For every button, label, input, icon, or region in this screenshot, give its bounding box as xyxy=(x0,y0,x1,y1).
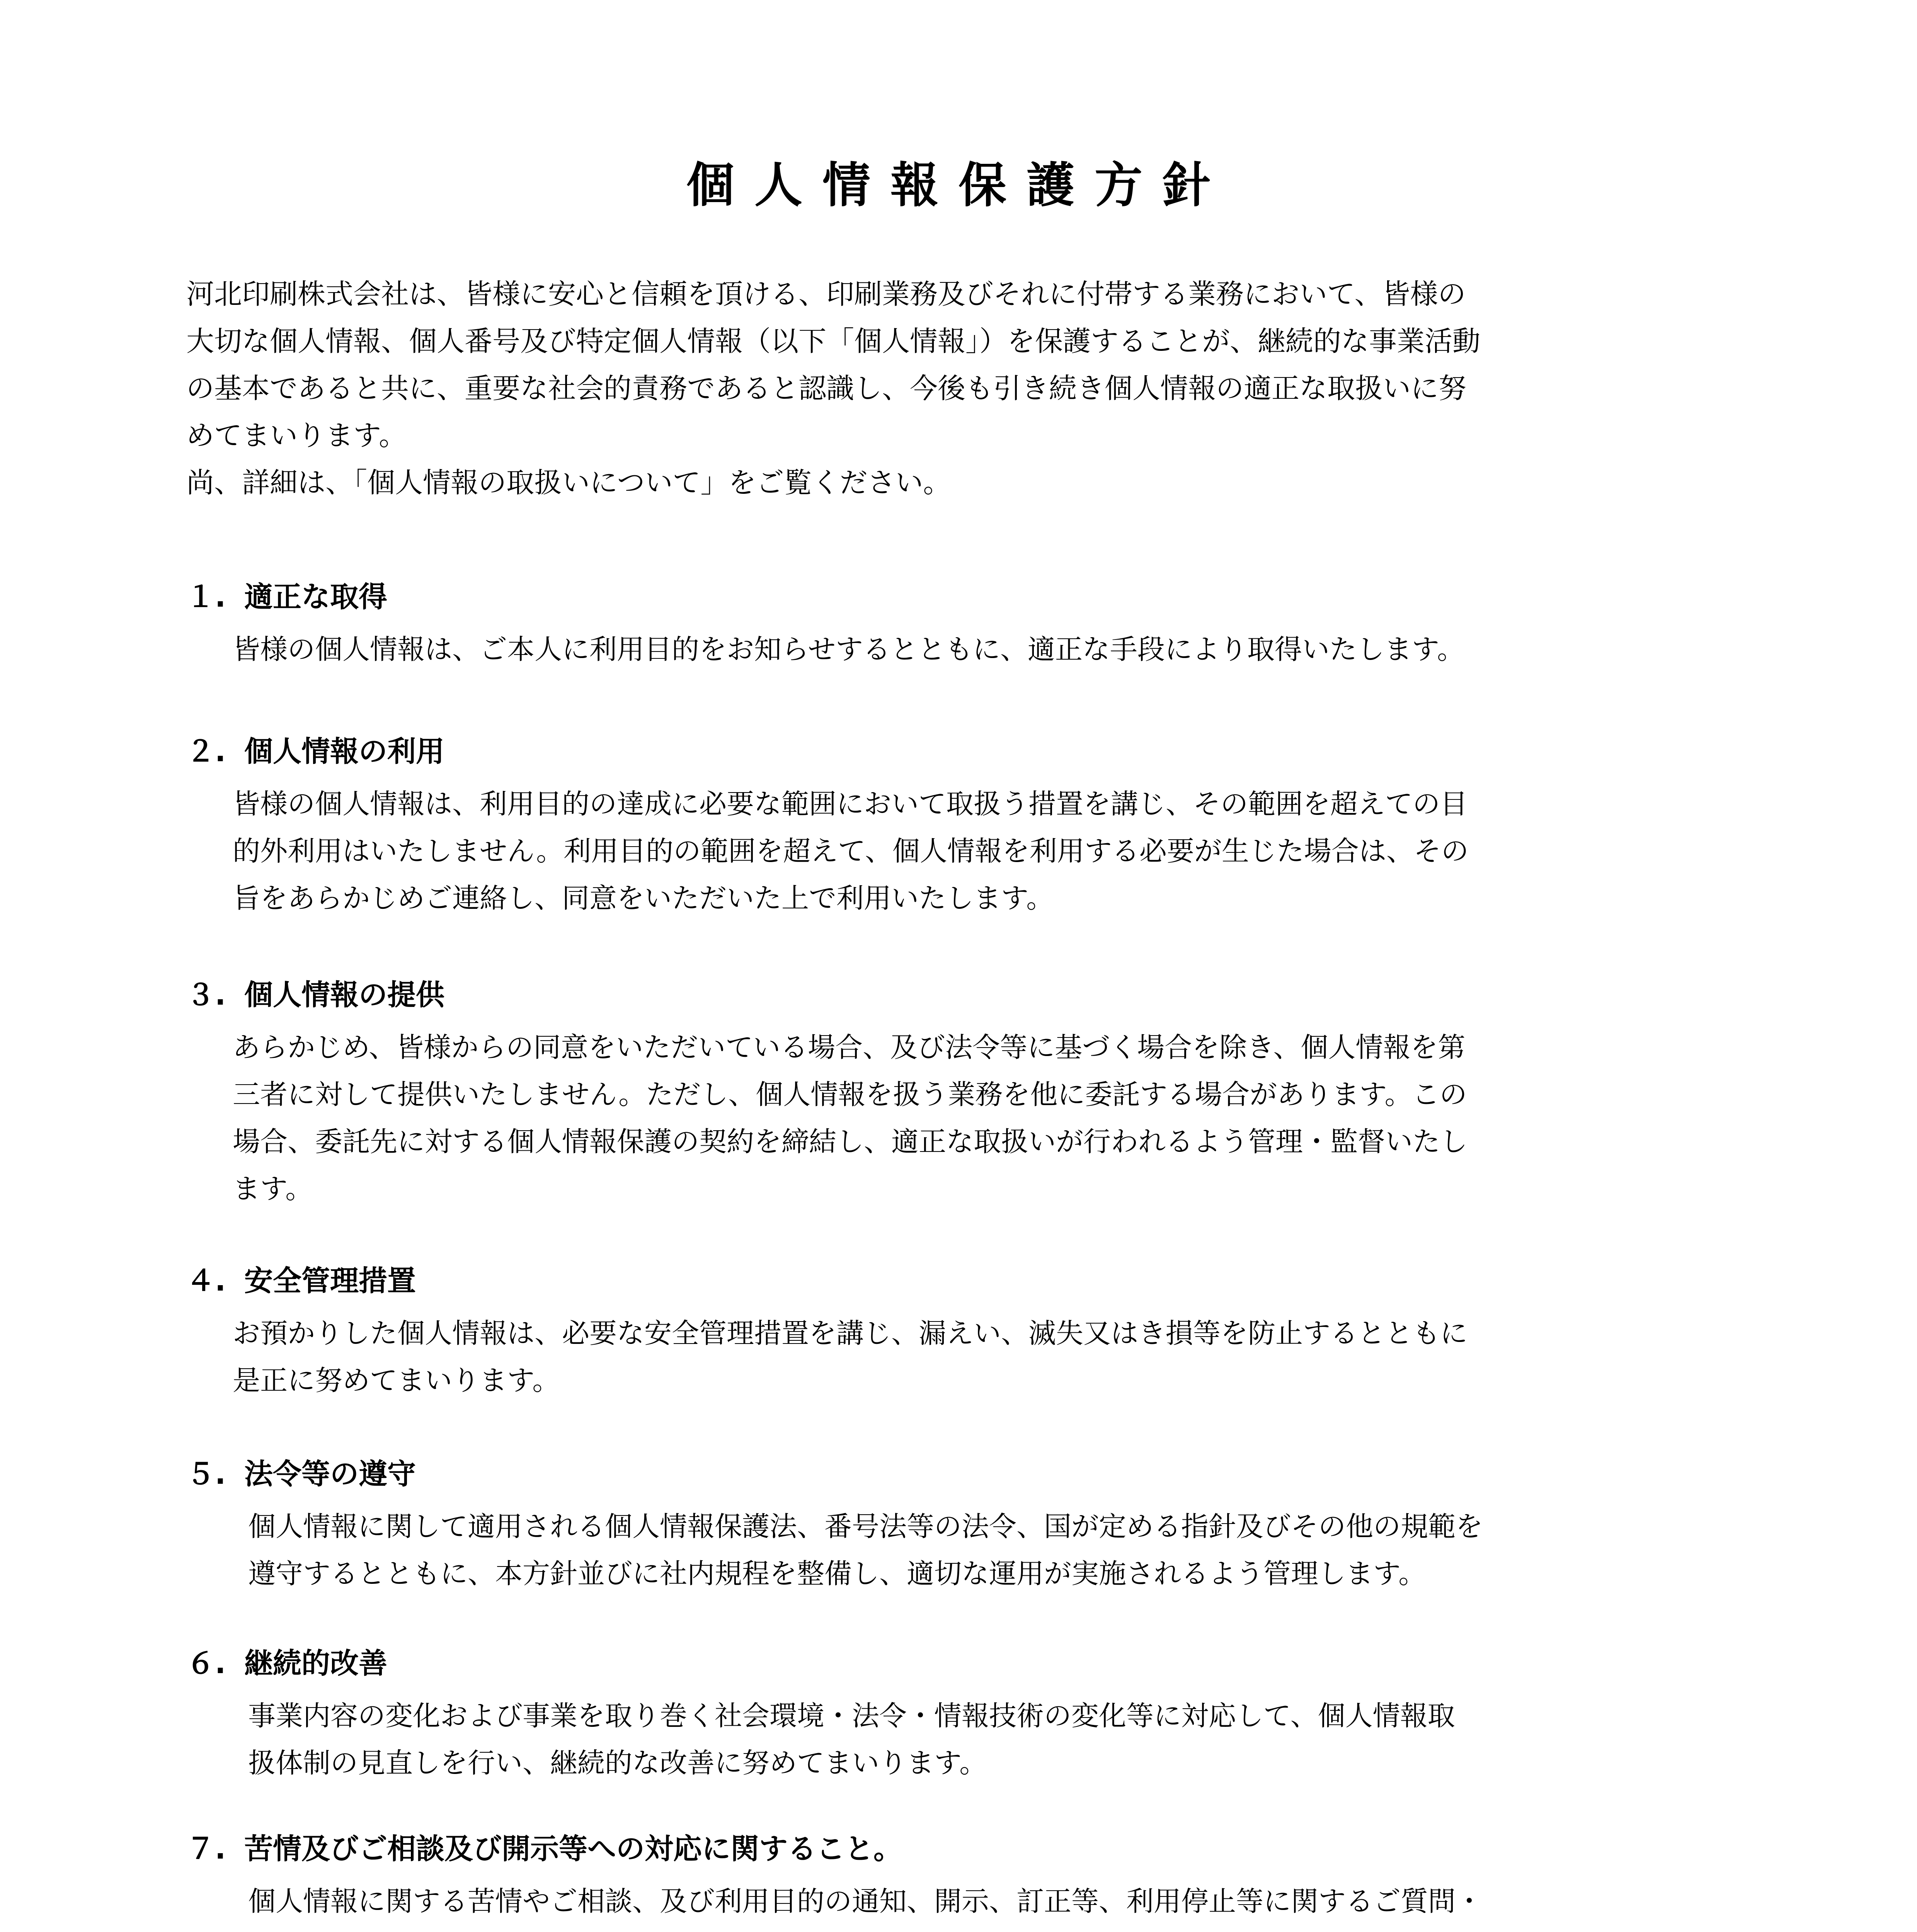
section-line: 皆様の個人情報は、利用目的の達成に必要な範囲において取扱う措置を講じ、その範囲を超えての目 xyxy=(233,788,1468,820)
section-heading xyxy=(186,1642,1455,1685)
section-number: ５. xyxy=(186,1458,226,1491)
section-line: 皆様の個人情報は、ご本人に利用目的をお知らせするとともに、適正な手段により取得いたします。 xyxy=(233,633,1465,665)
section-body xyxy=(248,1878,1483,1932)
section-heading xyxy=(186,1828,1483,1870)
section-line: ます。 xyxy=(233,1173,313,1205)
section-line: 的外利用はいたしません。利用目的の範囲を超えて、個人情報を利用する必要が生じた場合は、その xyxy=(233,835,1469,867)
section-title: 安全管理措置 xyxy=(244,1264,416,1298)
section-line: 場合、委託先に対する個人情報保護の契約を締結し、適正な取扱いが行われるよう管理・監督いたし xyxy=(233,1126,1468,1158)
section-number: ２. xyxy=(186,735,226,768)
section-1 xyxy=(186,576,1464,673)
section-heading xyxy=(186,974,1468,1016)
intro-paragraph xyxy=(186,270,1755,506)
section-line: 個人情報に関して適用される個人情報保護法、番号法等の法令、国が定める指針及びその他の規範を xyxy=(248,1510,1483,1543)
section-heading xyxy=(186,730,1469,773)
section-line: 旨をあらかじめご連絡し、同意をいただいた上で利用いたします。 xyxy=(233,882,1054,914)
section-title: 継続的改善 xyxy=(244,1647,387,1680)
section-line: お預かりした個人情報は、必要な安全管理措置を講じ、漏えい、滅失又はき損等を防止するとともに xyxy=(233,1317,1468,1349)
section-body xyxy=(233,1024,1468,1213)
section-number: ３. xyxy=(186,978,226,1012)
intro-line: 河北印刷株式会社は、皆様に安心と信頼を頂ける、印刷業務及びそれに付帯する業務において、皆様の xyxy=(186,278,1466,310)
intro-line: めてまいります。 xyxy=(186,419,407,452)
section-line: 是正に努めてまいります。 xyxy=(233,1364,560,1396)
section-title: 個人情報の利用 xyxy=(244,735,444,768)
section-6 xyxy=(186,1642,1455,1787)
section-line xyxy=(248,1925,1483,1932)
page-title: 個人情報保護方針 xyxy=(686,158,1231,213)
section-line: 扱体制の見直しを行い、継続的な改善に努めてまいります。 xyxy=(248,1747,987,1779)
section-line: 遵守するとともに、本方針並びに社内規程を整備し、適切な運用が実施されるよう管理します。 xyxy=(248,1558,1426,1590)
section-line: あらかじめ、皆様からの同意をいただいている場合、及び法令等に基づく場合を除き、個人情報を第 xyxy=(233,1031,1466,1063)
intro-line: 尚、詳細は、「個人情報の取扱いについて」をご覧ください。 xyxy=(186,466,951,499)
section-title: 適正な取得 xyxy=(244,580,387,614)
section-title: 苦情及びご相談及び開示等への対応に関すること。 xyxy=(244,1832,902,1866)
section-line: 三者に対して提供いたしません。ただし、個人情報を扱う業務を他に委託する場合があります。この xyxy=(233,1078,1467,1111)
section-2 xyxy=(186,730,1469,922)
section-heading xyxy=(186,1453,1483,1495)
section-body xyxy=(233,1310,1468,1404)
section-body xyxy=(233,626,1464,673)
section-heading xyxy=(186,1260,1468,1302)
section-number: ７. xyxy=(186,1832,226,1866)
section-line: 事業内容の変化および事業を取り巻く社会環境・法令・情報技術の変化等に対応して、個人情報取 xyxy=(248,1700,1455,1732)
section-number: ４. xyxy=(186,1264,226,1298)
section-number: １. xyxy=(186,580,226,614)
section-number: ６. xyxy=(186,1647,226,1680)
section-body xyxy=(248,1503,1483,1597)
section-4 xyxy=(186,1260,1468,1404)
section-title: 法令等の遵守 xyxy=(244,1458,416,1491)
section-5 xyxy=(186,1453,1483,1597)
intro-line: 大切な個人情報、個人番号及び特定個人情報（以下「個人情報」）を保護することが、継続的な事業活動 xyxy=(186,325,1481,357)
section-heading xyxy=(186,576,1464,618)
intro-line: の基本であると共に、重要な社会的責務であると認識し、今後も引き続き個人情報の適正な取扱いに努 xyxy=(186,372,1467,405)
section-body xyxy=(248,1692,1455,1787)
section-body xyxy=(233,781,1469,922)
section-3 xyxy=(186,974,1468,1213)
section-7 xyxy=(186,1828,1483,1932)
section-title: 個人情報の提供 xyxy=(244,978,444,1012)
section-line: 個人情報に関する苦情やご相談、及び利用目的の通知、開示、訂正等、利用停止等に関するご質問・ xyxy=(248,1885,1483,1917)
